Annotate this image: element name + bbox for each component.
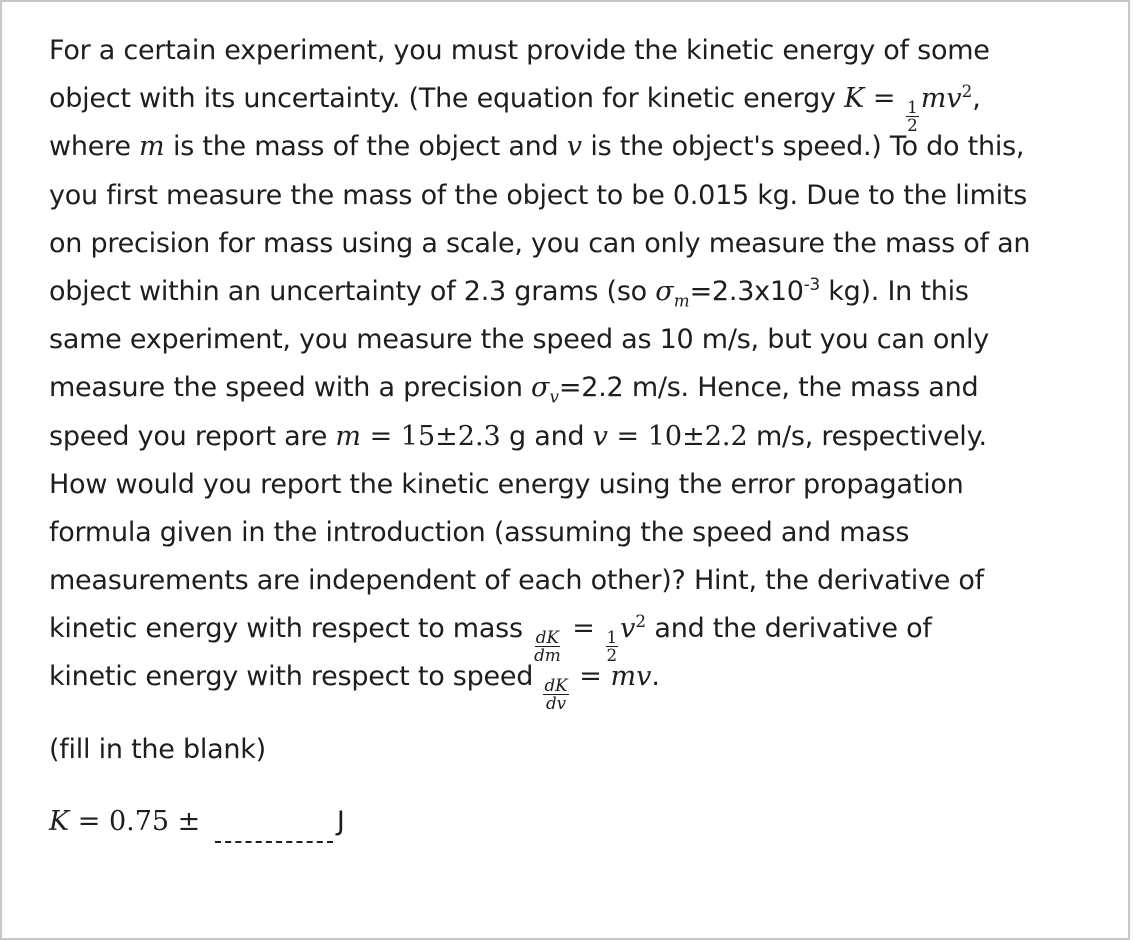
question-line-7: same experiment, you measure the speed as 10 m/s, but you can only: [49, 324, 989, 356]
question-line-6: object within an uncertainty of 2.3 grams (so $\sigma_m=2.3x10^{-3}$ kg). In this: [49, 273, 969, 311]
question-line-8: measure the speed with a precision $\sigma_v=2.2$ m/s. Hence, the mass and: [49, 372, 979, 407]
question-text-segment: For a certain experiment, you must provide the kinetic energy of some: [49, 35, 990, 66]
question-line-12: measurements are independent of each other)? Hint, the derivative of: [49, 565, 984, 597]
question-text-segment: object with its uncertainty. (The equation for kinetic energy: [49, 83, 845, 115]
question-line-9: speed you report are m = 15±2.3 g and v = 10±2.2 m/s, respectively.: [49, 420, 987, 452]
question-line-13: kinetic energy with respect to mass $\frac{dK}{dm}$ = $\frac{1}{2}$ $v^2$ and the derivative of: [49, 611, 932, 665]
question-line-14: kinetic energy with respect to speed $\frac{dK}{dv}$ = mv.: [49, 661, 660, 714]
question-line-11: formula given in the introduction (assuming the speed and mass: [49, 516, 910, 548]
kinetic-energy-equation: K = $\frac{1}{2}$ $mv^2$: [844, 81, 973, 135]
spacer: [49, 702, 1109, 726]
mass-report: m = 15±2.3: [335, 420, 501, 452]
question-line-10: How would you report the kinetic energy using the error propagation: [49, 468, 964, 500]
sigma-m-symbol: $\sigma_m$: [655, 275, 690, 311]
answer-blank-input[interactable]: [215, 811, 333, 843]
answer-unit: J: [336, 805, 345, 837]
question-text: [49, 27, 1109, 846]
answer-row: [49, 798, 1109, 846]
question-line-1: [49, 27, 1109, 75]
derivative-dk-dv: $\frac{dK}{dv}$ = mv: [544, 661, 652, 714]
derivative-dk-dm: $\frac{dK}{dm}$ = $\frac{1}{2}$ $v^2$: [534, 611, 647, 665]
question-line-4: you first measure the mass of the object to be 0.015 kg. Due to the limits: [49, 179, 1028, 211]
mass-symbol: m: [139, 131, 165, 163]
sigma-v-symbol: $\sigma_v$: [531, 372, 559, 407]
speed-report: v = 10±2.2: [592, 420, 748, 452]
answer-prefix: K = 0.75 ±: [49, 805, 209, 837]
question-line-2: object with its uncertainty. (The equation for kinetic energy K = $\frac{1}{2}$ $mv^2$,: [49, 81, 981, 135]
fill-in-instruction: (fill in the blank): [49, 733, 266, 765]
speed-symbol: v: [566, 131, 582, 163]
question-line-5: on precision for mass using a scale, you can only measure the mass of an: [49, 227, 1031, 259]
fraction-one-half: $\frac{1}{2}$: [907, 97, 918, 135]
question-line-3: where m is the mass of the object and v is the object's speed.) To do this,: [49, 131, 1025, 163]
